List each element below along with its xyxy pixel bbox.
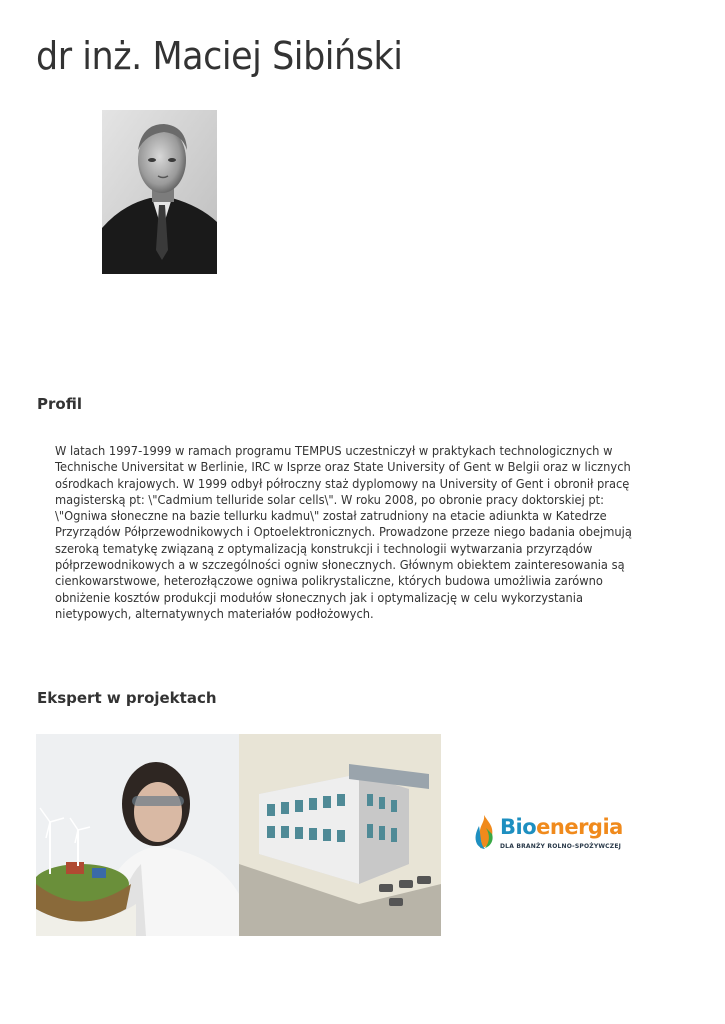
bioenergia-flame-icon	[472, 814, 496, 850]
profile-text: W latach 1997-1999 w ramach programu TEMPUS uczestniczył w praktykach technologicznych w Technische Universitat w Berlinie, IRC w Isprze oraz State University of Gent w Belgii oraz w licznych ośrodkach krajowych. W 1999 odbył półroczny staż dyplomowy na University of Gent i obronił pracę magisterską pt: \"Cadmium telluride solar cells\". W roku 2008, po obronie pracy doktorskiej pt: \"Ogniwa słoneczne na bazie tellurku kadmu\" został zatrudniony na etacie adiunkta w Katedrze Przyrządów Półprzewodnikowych i Optoelektronicznych. Prowadzone przeze niego badania obejmują szeroką tematykę związaną z optymalizacją konstrukcji i technologii wytwarzania przyrządów półprzewodnikowych a w szczególności ogniw słonecznych. Głównym obiektem zainteresowania są cienkowarstwowe, heterozłączowe ogniwa polikrystaliczne, których budowa umożliwia zarówno obniżenie kosztów produkcji modułów słonecznych jak i optymalizację w celu wykorzystania nietypowych, alternatywnych materiałów podłożowych.	[55, 444, 632, 621]
profile-heading: Profil	[37, 395, 82, 413]
project-photo-building[interactable]	[239, 734, 441, 936]
portrait-photo	[102, 110, 217, 274]
project-photo-scientist[interactable]	[36, 734, 239, 936]
bioenergia-wordmark: Bioenergia	[500, 815, 623, 839]
bioenergia-tagline: DLA BRANŻY ROLNO-SPOŻYWCZEJ	[500, 843, 622, 850]
projects-heading: Ekspert w projektach	[37, 689, 217, 707]
page-title: dr inż. Maciej Sibiński	[36, 34, 403, 78]
